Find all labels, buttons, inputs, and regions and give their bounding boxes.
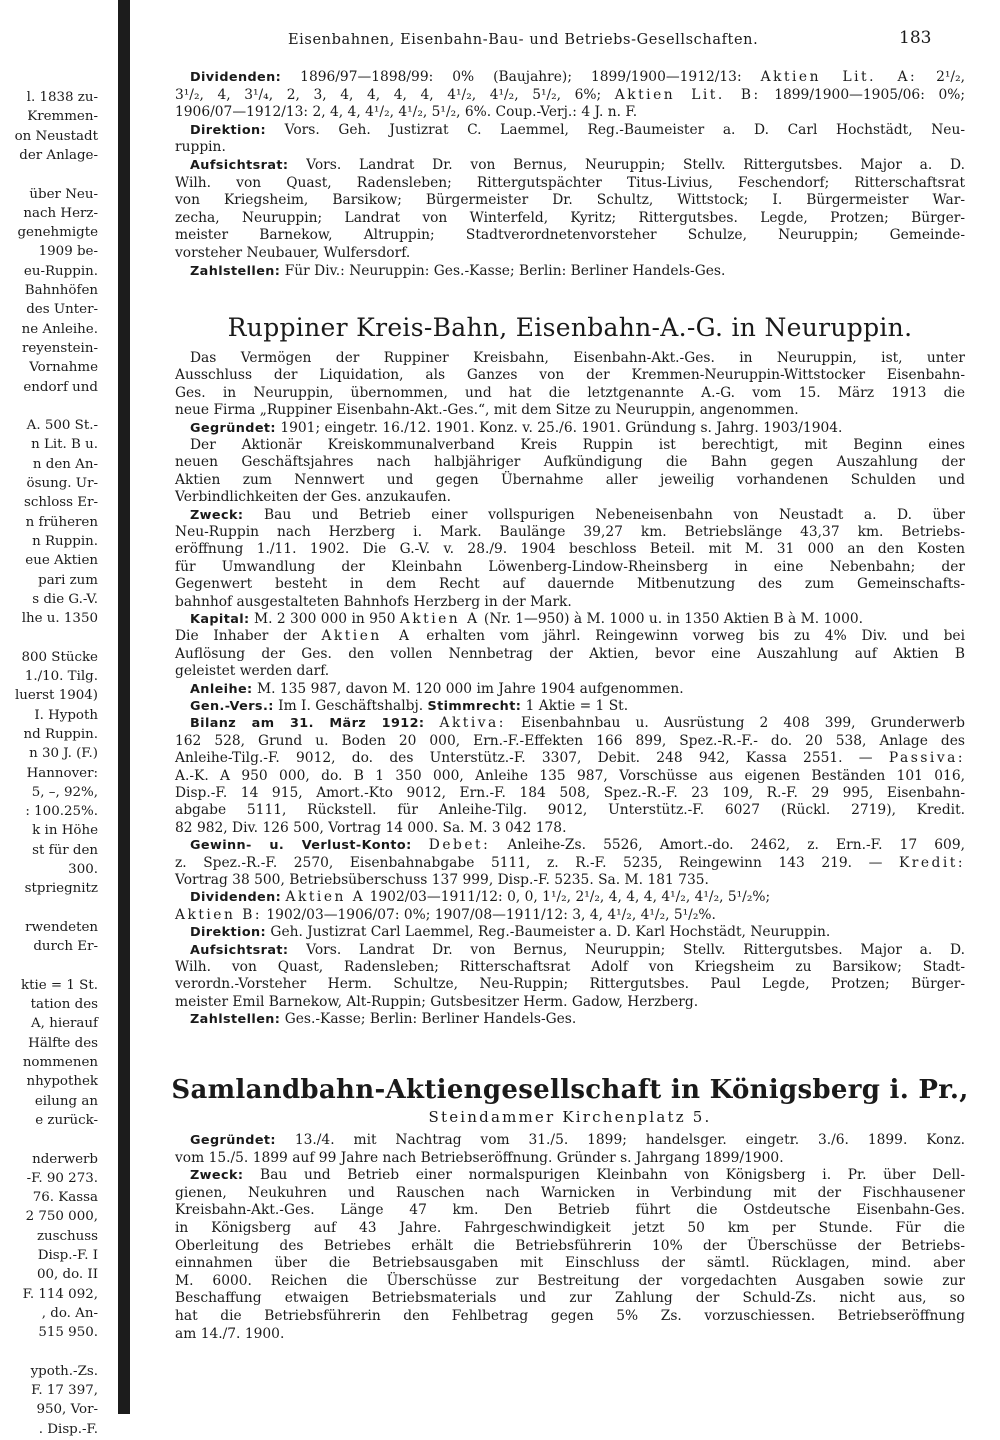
text-line: vom 15./5. 1899 auf 99 Jahre nach Betriebseröffnung. Gründer s. Jahrgang 1899/1900. [175,1149,784,1166]
ruppiner-title: Ruppiner Kreis-Bahn, Eisenbahn-A.-G. in Neuruppin. [227,313,913,342]
left-page-fragment [0,0,110,1437]
text-line: neuen Geschäftsjahres nach halbjähriger Aufkündigung die Bahn gegen Auszahlung der [175,454,965,471]
text-line: Beschaffung etwaigen Betriebsmaterials und zur Zahlung der Schuld-Zs. nicht aus, so [175,1290,965,1307]
text-line: Der Aktionär Kreiskommunalverband Kreis Ruppin ist berechtigt, mit Beginn eines [190,437,965,453]
text-line: hat die Betriebsführerin den Fehlbetrag gegen 5% Zs. vorzuschiessen. Betriebseröffnung [175,1308,965,1324]
left-column-line: -F. 90 273. [26,1170,98,1186]
samland-subtitle: Steindammer Kirchenplatz 5. [428,1108,712,1126]
left-column-line: F. 114 092, [22,1286,98,1302]
left-column-line: s die G.-V. [32,591,98,607]
left-column-line: , do. An- [41,1305,98,1321]
left-column-line: ypoth.-Zs. [30,1363,98,1379]
text-line: Verbindlichkeiten der Ges. anzukaufen. [175,489,452,506]
text-line: Anleihe: M. 135 987, davon M. 120 000 im Jahre 1904 aufgenommen. [190,680,684,697]
text-line: A.-K. A 950 000, do. B 1 350 000, Anleihe 135 987, Vorschüsse aus eigenen Beständen 101 016, [175,767,965,784]
text-line: M. 6000. Reichen die Überschüsse zur Bestreitung der vorgedachten Ausgaben sowie zur [175,1272,965,1289]
text-line: ruppin. [175,139,226,156]
text-line: Anleihe-Tilg.-F. 9012, do. des Unterstütz.-F. 3307, Debit. 248 942, Kassa 2551. — Passiva: [175,750,965,767]
text-line: Auflösung der Ges. den vollen Nennbetrag der Aktien, bevor eine Auszahlung auf Aktien B [175,645,965,662]
left-column-line: ktie = 1 St. [20,977,98,993]
left-column-line: : 100.25%. [25,804,98,820]
text-line: Aufsichtsrat: Vors. Landrat Dr. von Bernus, Neuruppin; Stellv. Rittergutsbes. Major a. D. [190,941,965,958]
text-line: Dividenden: 1896/97—1898/99: 0% (Baujahre); 1899/1900—1912/13: Aktien Lit. A: 2¹/₂, [190,69,965,85]
left-column-line: Bahnhöfen [24,283,98,298]
left-column-line: pari zum [38,572,98,588]
left-column-line: n früheren [25,514,98,530]
page [140,0,1000,1414]
left-column-line: lhe u. 1350 [21,611,98,627]
text-line: abgabe 5111, Rückstell. für Anleihe-Tilg. 9012, Unterstütz.-F. 6027 (Rückl. 2719), Kredit. [175,802,965,819]
text-line: Zweck: Bau und Betrieb einer vollspurigen Nebeneisenbahn von Neustadt a. D. über [190,506,965,523]
text-line: von Kriegsheim, Barsikow; Bürgermeister Dr. Schultz, Wittstock; I. Bürgermeister War- [175,192,965,209]
left-column-line: ösung. Ur- [26,476,98,491]
running-head: Eisenbahnen, Eisenbahn-Bau- und Betriebs-Gesellschaften. [288,32,759,48]
left-column-line: Kremmen- [27,109,98,125]
text-line: Gegründet: 1901; eingetr. 16./12. 1901. Konz. v. 25./6. 1901. Gründung s. Jahrg. 1903/1904. [190,419,843,436]
left-column-line: eilung an [34,1093,98,1109]
left-column-line: über Neu- [29,186,98,202]
text-line: meister Emil Barnekow, Alt-Ruppin; Gutsbesitzer Herm. Gadow, Herzberg. [175,993,699,1010]
text-line: Zahlstellen: Für Div.: Neuruppin: Ges.-Kasse; Berlin: Berliner Handels-Ges. [190,262,726,279]
page-gutter-divider [118,0,130,1414]
left-column-line: Disp.-F. I [37,1248,98,1263]
left-column-line: 950, Vor- [36,1402,98,1418]
text-line: Vortrag 38 500, Betriebsüberschuss 137 999, Disp.-F. 5235. Sa. M. 181 735. [175,872,709,888]
text-line: Aktien zum Nennwert und gegen Übernahme aller jeweilig vorhandenen Schulden und [175,471,965,488]
left-column-line: on Neustadt [14,128,98,144]
text-line: Oberleitung des Betriebes erhält die Betriebsführerin 10% der Überschüsse der Betriebs- [175,1237,965,1254]
left-column-line: 515 950. [38,1325,98,1341]
text-line: Aktien B: 1902/03—1906/07: 0%; 1907/08—1911/12: 3, 4, 4¹/₂, 4¹/₂, 5¹/₂%. [175,906,716,923]
text-line: 82 982, Div. 126 500, Vortrag 14 000. Sa. M. 3 042 178. [175,819,567,836]
left-column-line: 1./10. Tilg. [24,669,98,684]
left-column-line: nderwerb [32,1151,98,1167]
left-column-line: nhypothek [26,1074,98,1090]
left-column-line: 76. Kassa [32,1190,98,1206]
text-line: Gegründet: 13./4. mit Nachtrag vom 31./5. 1899; handelsger. eingetr. 3./6. 1899. Konz. [190,1132,965,1148]
left-column-line: n 30 J. (F.) [29,746,98,762]
text-line: Direktion: Vors. Geh. Justizrat C. Laemmel, Reg.-Baumeister a. D. Carl Hochstädt, Neu- [190,121,965,138]
text-line: Das Vermögen der Ruppiner Kreisbahn, Eisenbahn-Akt.-Ges. in Neuruppin, ist, unter [190,350,965,366]
left-column-line: k in Höhe [32,823,98,839]
text-line: 3¹/₂, 4, 3¹/₄, 2, 3, 4, 4, 4, 4, 4¹/₂, 4¹/₂, 5¹/₂, 6%; Aktien Lit. B: 1899/1900—1905/06: 0%; [175,86,965,103]
left-column-line: Hälfte des [28,1035,98,1051]
text-line: zecha, Neuruppin; Landrat von Winterfeld, Kyritz; Rittergutsbes. Legde, Protzen; Bürger- [175,209,965,226]
text-line: Dividenden: Aktien A 1902/03—1911/12: 0, 0, 1¹/₂, 2¹/₂, 4, 4, 4, 4¹/₂, 4¹/₂, 5¹/₂%; [190,889,771,906]
text-line: Zahlstellen: Ges.-Kasse; Berlin: Berliner Handels-Ges. [190,1011,577,1028]
left-column-line: stpriegnitz [24,881,98,897]
left-column-line: n den An- [32,456,98,472]
text-line: 1906/07—1912/13: 2, 4, 4, 4¹/₂, 4¹/₂, 5¹/₂, 6%. Coup.-Verj.: 4 J. n. F. [175,104,638,121]
left-column-line: 300. [68,862,98,877]
text-line: Ausschluss der Liquidation, als Ganzes von der Kremmen-Neuruppin-Wittstocker Eisenbahn- [175,367,965,384]
left-column-line: tation des [30,997,98,1013]
text-line: einnahmen über die Betriebsausgaben mit Einschluss der sämtl. Rücklagen, mind. aber [175,1255,965,1272]
text-line: am 14./7. 1900. [175,1325,285,1342]
left-column-line: luerst 1904) [14,688,98,704]
left-column-line: eu-Ruppin. [23,263,98,279]
text-line: Kreisbahn-Akt.-Ges. Länge 47 km. Den Betrieb führt die Ostdeutsche Eisenbahn-Ges. [175,1202,965,1219]
left-column-line: reyenstein- [21,340,98,356]
left-column-line: schloss Er- [23,495,98,511]
text-line: Gewinn- u. Verlust-Konto: Debet: Anleihe-Zs. 5526, Amort.-do. 2462, z. Ern.-F. 17 609, [190,837,965,854]
left-column-line: e zurück- [35,1112,98,1128]
left-column-line: genehmigte [17,225,98,241]
text-line: Ges. in Neuruppin, übernommen, und hat die letztgenannte A.-G. vom 15. März 1913 die [175,384,965,401]
left-column-line: des Unter- [26,302,98,318]
left-column-line: A, hierauf [31,1016,98,1032]
left-column-line: Vornahme [29,360,98,376]
text-line: Disp.-F. 14 915, Amort.-Kto 9012, Ern.-F. 184 508, Spez.-R.-F. 23 109, R.-F. 29 995, Eisenbahn- [175,785,965,801]
left-column-line: der Anlage- [19,147,98,163]
left-column-line: n Ruppin. [32,533,98,549]
left-column-line: durch Er- [33,939,98,955]
text-line: bahnhof ausgestalteten Bahnhofs Herzberg in der Mark. [175,593,572,610]
samland-title: Samlandbahn-Aktiengesellschaft in Königsberg i. Pr., [171,1075,969,1105]
text-line: geleistet werden darf. [175,663,330,680]
left-column-line: 2 750 000, [25,1209,98,1225]
text-line: Zweck: Bau und Betrieb einer normalspurigen Kleinbahn von Königsberg i. Pr. über Dell- [190,1167,965,1184]
text-line: gienen, Neukuhren und Rauschen nach Warnicken in Verbindung mit der Fischhausener [175,1184,965,1201]
text-line: Wilh. von Quast, Radensleben; Rittergutspächter Titus-Livius, Feschendorf; Ritterschaftsrat [175,174,965,191]
text-line: Gegenwert besteht in dem Recht auf dauernde Mitbenutzung des zum Gemeinschafts- [175,576,965,593]
left-column-line: zuschuss [36,1228,98,1244]
left-column-line: F. 17 397, [31,1383,98,1399]
text-line: z. Spez.-R.-F. 2570, Eisenbahnabgabe 5111, z. R.-F. 5235, Reingewinn 143 219. — Kredit: [175,854,965,871]
left-column-line: n Lit. B u. [31,437,98,453]
left-column-line: 1909 be- [38,244,98,260]
text-line: vorsteher Neubauer, Wulfersdorf. [175,245,411,261]
text-line: Wilh. von Quast, Radensleben; Ritterschaftsrat Adolf von Kriegsheim zu Barsikow; Stadt- [175,959,965,975]
left-column-line: 800 Stücke [21,649,98,665]
page-number: 183 [899,28,932,48]
text-line: Neu-Ruppin nach Herzberg i. Mark. Baulänge 39,27 km. Betriebslänge 43,37 km. Betriebs- [175,524,965,540]
left-column-line: endorf und [23,379,98,395]
left-column-line: nommenen [22,1055,98,1070]
text-line: Bilanz am 31. März 1912: Aktiva: Eisenbahnbau u. Ausrüstung 2 408 399, Grunderwerb [190,715,965,732]
left-column-line: A. 500 St.- [26,418,98,434]
left-column-line: l. 1838 zu- [26,90,98,105]
text-line: Direktion: Geh. Justizrat Carl Laemmel, Reg.-Baumeister a. D. Karl Hochstädt, Neuruppin. [190,924,831,941]
left-column-line: ne Anleihe. [21,321,98,337]
text-line: für Umwandlung der Kleinbahn Löwenberg-Lindow-Rheinsberg in eine Nebenbahn; der [175,558,965,575]
text-line: meister Barnekow, Altruppin; Stadtverordnetenvorsteher Schulze, Neuruppin; Gemeinde- [175,227,965,244]
left-column-line: rwendeten [25,919,98,935]
left-column-line: nd Ruppin. [23,726,98,742]
left-column-line: Hannover: [26,765,98,781]
left-column-line: eue Aktien [25,553,98,569]
text-line: Kapital: M. 2 300 000 in 950 Aktien A (Nr. 1—950) à M. 1000 u. in 1350 Aktien B à M. 1000. [190,611,864,627]
text-line: eröffnung 1./11. 1902. Die G.-V. v. 28./9. 1904 beschloss Beteil. mit M. 31 000 an den Kosten [175,541,965,558]
text-line: verordn.-Vorsteher Herm. Schultze, Neu-Ruppin; Rittergutsbes. Paul Legde, Protzen; Bürger- [175,976,965,993]
text-line: Gen.-Vers.: Im I. Geschäftshalbj. Stimmrecht: 1 Aktie = 1 St. [190,698,629,714]
left-column-line: nach Herz- [23,205,98,221]
text-line: in Königsberg auf 43 Jahre. Fahrgeschwindigkeit jetzt 50 km per Stunde. Für die [175,1220,965,1236]
text-line: 162 528, Grund u. Boden 20 000, Ern.-F.-Effekten 166 899, Spez.-R.-F.- do. 20 538, Anlage des [175,732,965,749]
text-line: Die Inhaber der Aktien A erhalten vom jährl. Reingewinn vorweg bis zu 4% Div. und bei [175,628,965,645]
text-line: neue Firma „Ruppiner Eisenbahn-Akt.-Ges.“, mit dem Sitze zu Neuruppin, angenommen. [175,402,799,419]
left-column-line: . Disp.-F. [38,1421,98,1437]
text-line: Aufsichtsrat: Vors. Landrat Dr. von Bernus, Neuruppin; Stellv. Rittergutsbes. Major a. D. [190,157,965,173]
left-column-line: 00, do. II [36,1267,98,1283]
left-column-line: st für den [32,842,98,858]
left-column-line: I. Hypoth [34,707,98,723]
left-column-line: 5, –, 92%, [31,784,98,800]
